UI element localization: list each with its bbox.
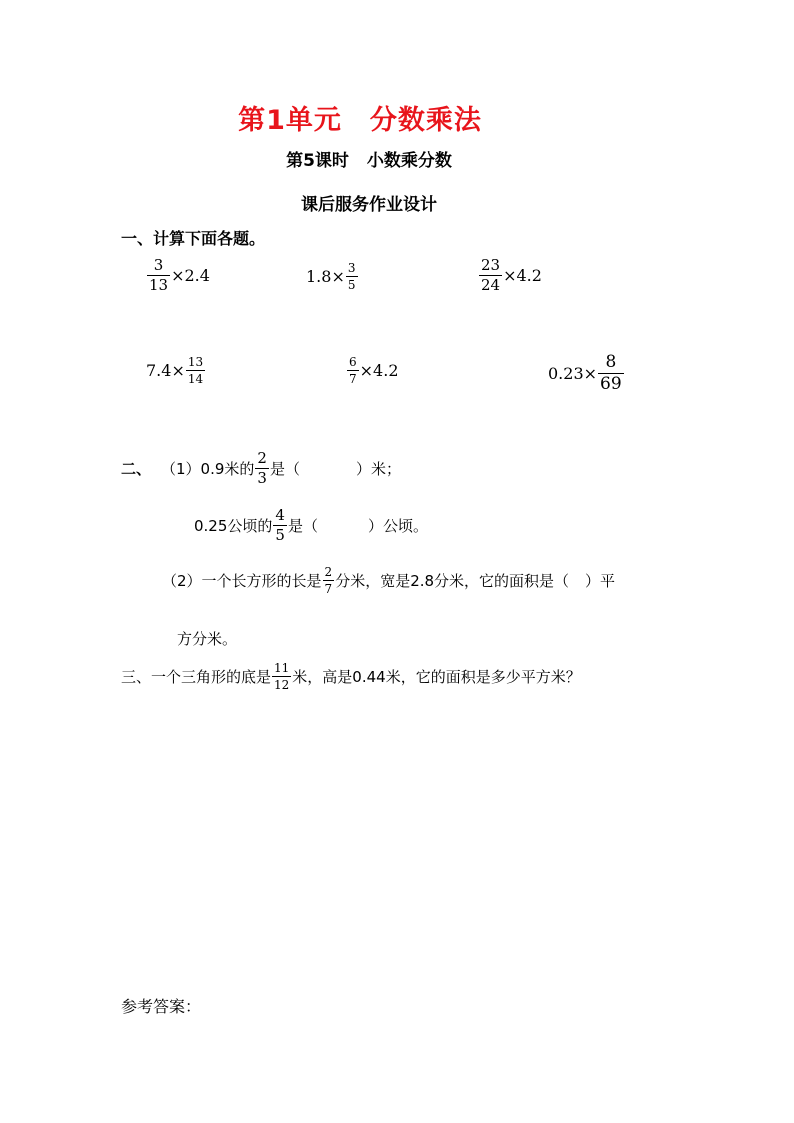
fraction-numerator: 2: [257, 449, 267, 467]
unit-topic: 分数乘法: [369, 105, 482, 136]
fraction-numerator: 4: [275, 506, 285, 524]
fraction-numerator: 8: [605, 352, 617, 372]
problem-suffix: ×2.4: [171, 266, 210, 285]
service-heading: 课后服务作业设计: [301, 195, 437, 215]
fraction-numerator: 3: [153, 256, 164, 274]
fraction: [186, 356, 205, 385]
fraction-numerator: 13: [187, 355, 204, 369]
fraction-numerator: 2: [324, 565, 333, 579]
fraction-numerator: 23: [481, 256, 501, 274]
fraction: [598, 354, 624, 393]
problem-prefix: 1.8×: [306, 267, 345, 286]
problem-1: [146, 258, 210, 293]
q2-continuation: 方分米。: [177, 630, 238, 648]
fraction-denominator: 12: [274, 678, 290, 692]
fraction-denominator: 24: [481, 276, 501, 294]
q1a-suffix: ）米；: [355, 460, 401, 478]
fraction-numerator: 3: [347, 261, 356, 275]
fraction-denominator: 5: [347, 278, 356, 292]
problem-prefix: 0.23×: [548, 364, 598, 383]
section3-question: [121, 662, 581, 691]
unit-label: 第1单元: [238, 105, 342, 136]
q2-prefix: （2）一个长方形的长是: [162, 572, 322, 590]
q2-mid: 分米，宽是2.8分米，它的面积是（: [335, 572, 570, 590]
fraction: [479, 258, 502, 293]
problem-3: [478, 258, 542, 293]
fraction: [346, 262, 358, 291]
answers-label: 参考答案：: [121, 997, 202, 1016]
page-title: [0, 98, 720, 137]
section2-q1b: [194, 508, 428, 543]
section2-label: 二、: [121, 460, 152, 478]
q1a-mid: 是（: [269, 460, 300, 478]
fraction-numerator: 11: [274, 661, 290, 675]
section2-q2: [162, 566, 615, 595]
lesson-label: 第5课时: [286, 151, 349, 171]
problem-5: [346, 356, 399, 385]
problem-suffix: ×4.2: [359, 361, 399, 380]
fraction-denominator: 7: [349, 372, 357, 386]
q2-suffix: ）平: [585, 572, 616, 590]
problem-6: [548, 354, 625, 393]
fraction-denominator: 7: [324, 582, 333, 596]
q1b-suffix: ）公顷。: [367, 517, 428, 535]
fraction: [347, 356, 359, 385]
fraction: [273, 508, 287, 543]
fraction-denominator: 69: [600, 374, 622, 394]
fraction-numerator: 6: [349, 355, 357, 369]
fraction: [255, 451, 269, 486]
fraction-denominator: 14: [187, 372, 204, 386]
fraction: [272, 662, 291, 691]
q1b-mid: 是（: [287, 517, 318, 535]
problem-suffix: ×4.2: [503, 266, 542, 285]
fraction-denominator: 13: [149, 276, 169, 294]
fraction-denominator: 5: [275, 526, 285, 544]
problem-2: [306, 262, 359, 291]
problem-4: [146, 356, 206, 385]
fraction: [147, 258, 170, 293]
lesson-topic: 小数乘分数: [366, 151, 452, 171]
q1a-prefix: （1）0.9米的: [161, 460, 255, 478]
fraction: [323, 566, 335, 595]
lesson-subtitle: [0, 146, 738, 171]
problem-prefix: 7.4×: [146, 361, 185, 380]
q3-suffix: 米，高是0.44米，它的面积是多少平方米？: [292, 668, 581, 686]
q1b-prefix: 0.25公顷的: [194, 517, 273, 535]
fraction-denominator: 3: [257, 469, 267, 487]
section1-title: 一、计算下面各题。: [121, 229, 266, 248]
q3-prefix: 三、一个三角形的底是: [121, 668, 272, 686]
section2-q1a: [121, 451, 401, 486]
